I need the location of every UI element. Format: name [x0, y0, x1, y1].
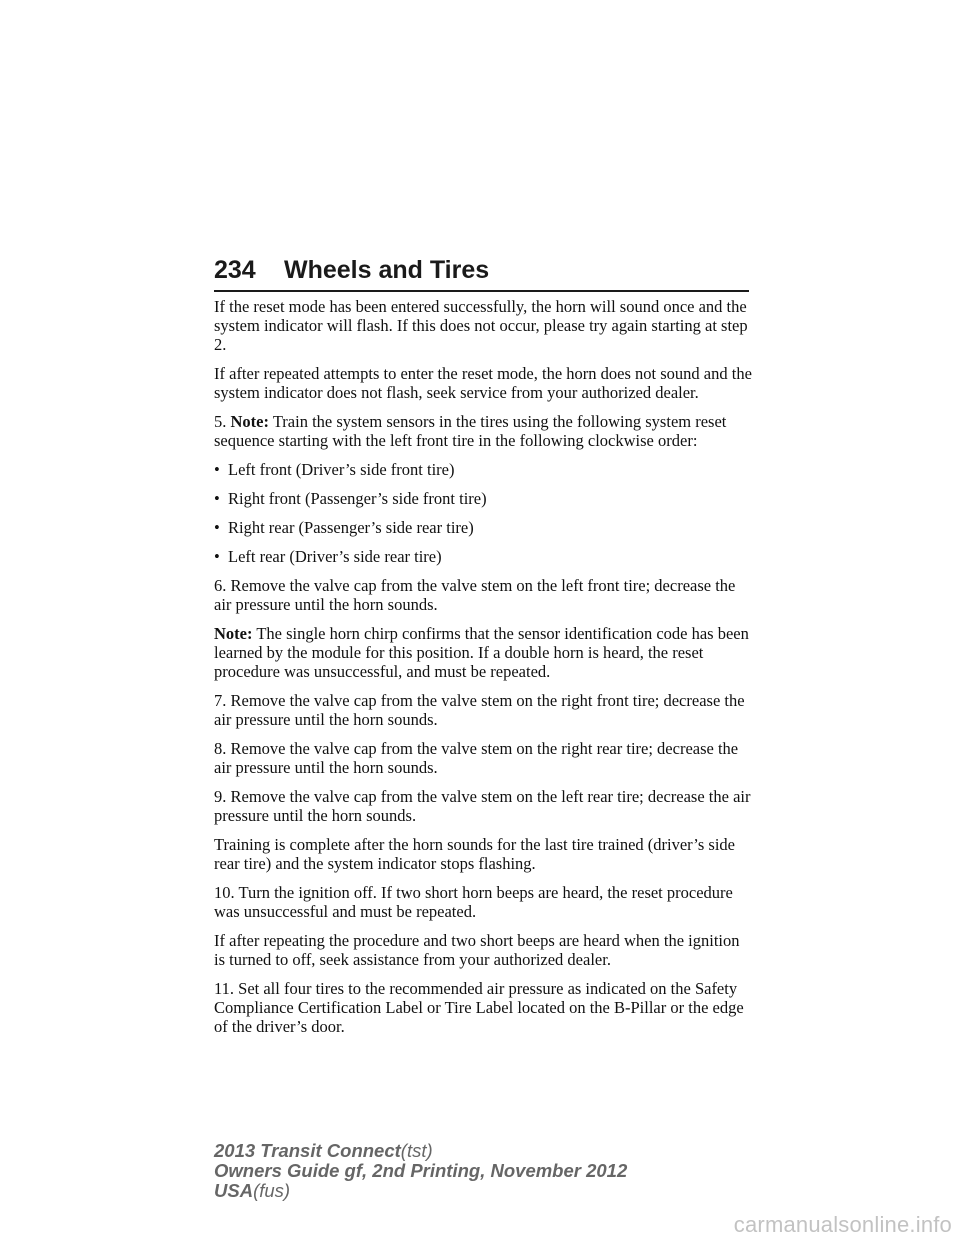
- list-item: [214, 460, 754, 479]
- step-5-number: 5.: [214, 412, 227, 431]
- bullet-icon: •: [214, 489, 220, 508]
- step-5-text: Train the system sensors in the tires using the following system reset sequence starting with the left front tire in the following clockwise order:: [214, 412, 727, 450]
- list-item-text: Right rear (Passenger’s side rear tire): [228, 518, 474, 537]
- step-8: 8. Remove the valve cap from the valve stem on the right rear tire; decrease the air pressure until the horn sounds.: [214, 739, 739, 777]
- bullet-icon: •: [214, 518, 220, 537]
- footer-line-1: [214, 1141, 627, 1161]
- step-9: 9. Remove the valve cap from the valve stem on the left rear tire; decrease the air pressure until the horn sounds.: [214, 787, 751, 825]
- step-5: [214, 412, 754, 450]
- page-footer: [214, 1141, 627, 1201]
- footer-line-2: Owners Guide gf, 2nd Printing, November 2012: [214, 1160, 628, 1181]
- step-6: 6. Remove the valve cap from the valve stem on the left front tire; decrease the air pressure until the horn sounds.: [214, 576, 736, 614]
- list-item: [214, 518, 754, 537]
- footer-vehicle: 2013 Transit Connect: [214, 1140, 401, 1161]
- body-text: [214, 297, 754, 1046]
- footer-line-3: [214, 1181, 627, 1201]
- step-7: 7. Remove the valve cap from the valve stem on the right front tire; decrease the air pressure until the horn sounds.: [214, 691, 745, 729]
- note-label: Note:: [214, 624, 253, 643]
- list-item-text: Left front (Driver’s side front tire): [228, 460, 455, 479]
- paragraph-reset-failure: If after repeated attempts to enter the reset mode, the horn does not sound and the system indicator does not flash, seek service from your authorized dealer.: [214, 364, 752, 402]
- bullet-icon: •: [214, 547, 220, 566]
- paragraph-reset-success: If the reset mode has been entered successfully, the horn will sound once and the system indicator will flash. If this does not occur, please try again starting at step 2.: [214, 297, 748, 354]
- step-11: 11. Set all four tires to the recommended air pressure as indicated on the Safety Compliance Certification Label or Tire Label located on the B-Pillar or the edge of the driver’s door.: [214, 979, 744, 1036]
- page-header: [214, 256, 749, 292]
- watermark-link[interactable]: carmanualsonline.info: [733, 1212, 952, 1237]
- note-paragraph: [214, 624, 754, 681]
- training-complete-paragraph: Training is complete after the horn sounds for the last tire trained (driver’s side rear tire) and the system indicator stops flashing.: [214, 835, 735, 873]
- footer-market-code: (fus): [253, 1180, 291, 1201]
- list-item-text: Right front (Passenger’s side front tire): [228, 489, 487, 508]
- step-5-note-label: Note:: [230, 412, 269, 431]
- note-text: The single horn chirp confirms that the sensor identification code has been learned by the module for this position. If a double horn is heard, the reset procedure was unsuccessful, and must be repeated.: [214, 624, 749, 681]
- list-item: [214, 489, 754, 508]
- repeat-failure-paragraph: If after repeating the procedure and two short beeps are heard when the ignition is turned to off, seek assistance from your authorized dealer.: [214, 931, 740, 969]
- list-item-text: Left rear (Driver’s side rear tire): [228, 547, 442, 566]
- step-10: 10. Turn the ignition off. If two short horn beeps are heard, the reset procedure was unsuccessful and must be repeated.: [214, 883, 733, 921]
- page-number: 234: [214, 256, 256, 284]
- bullet-icon: •: [214, 460, 220, 479]
- section-title: Wheels and Tires: [284, 256, 490, 284]
- footer-vehicle-code: (tst): [400, 1140, 433, 1161]
- list-item: [214, 547, 754, 566]
- footer-market: USA: [214, 1180, 254, 1201]
